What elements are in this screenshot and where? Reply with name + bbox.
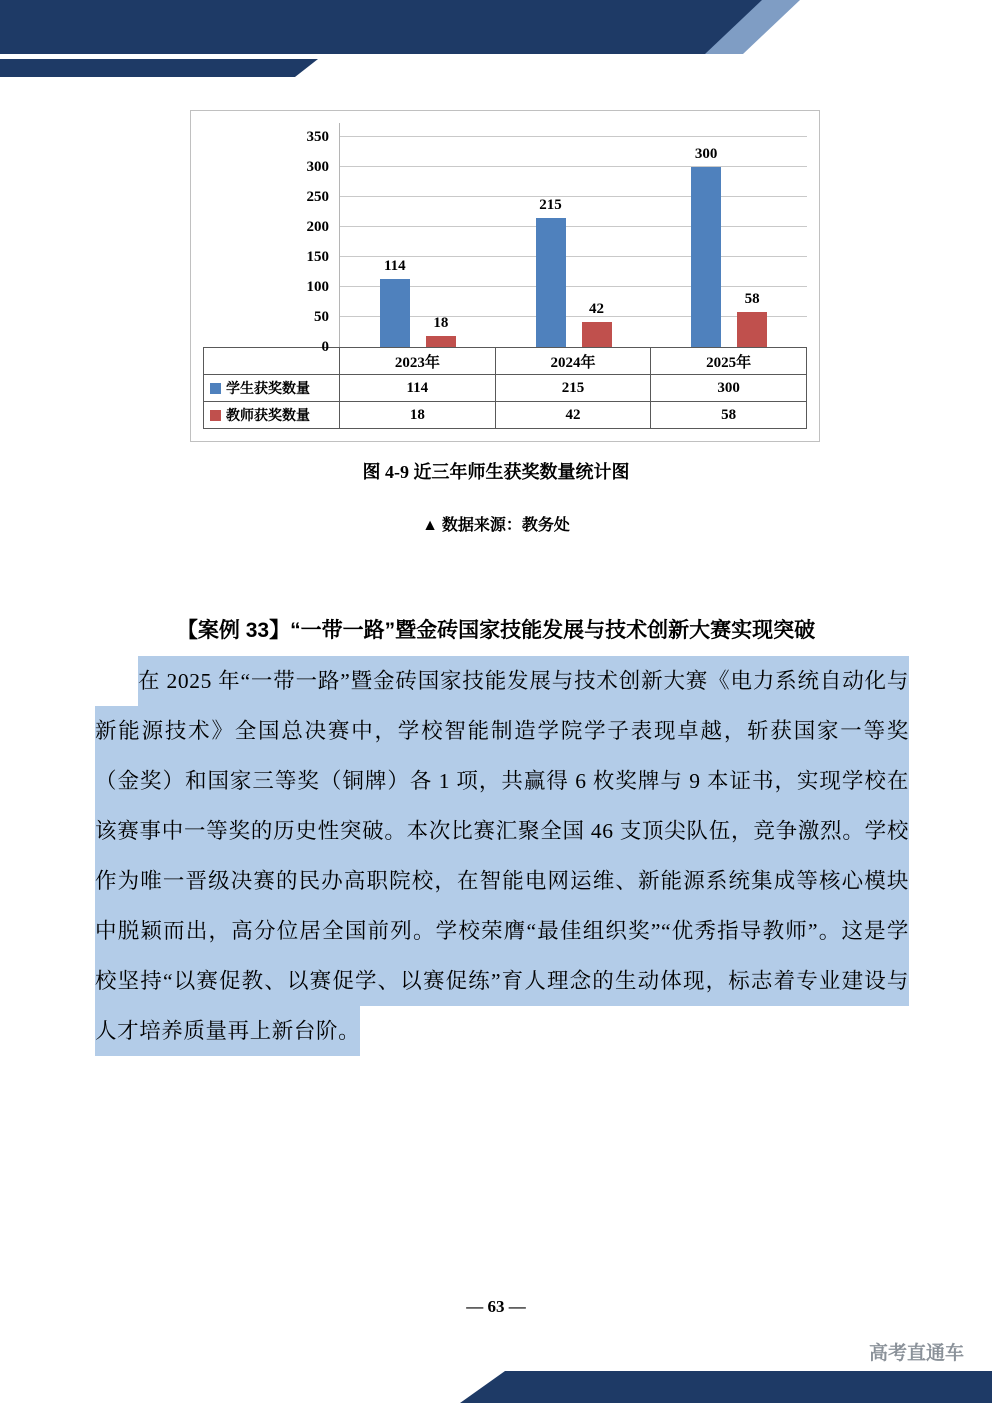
y-axis-tick-label: 350 [306,129,329,145]
table-corner-cell [204,348,340,375]
bar-教师获奖数量-2024年 [582,300,612,347]
case-body-text: 在 2025 年“一带一路”暨金砖国家技能发展与技术创新大赛《电力系统自动化与新能源技术》全国总决赛中，学校智能制造学院学子表现卓越，斩获国家一等奖（金奖）和国家三等奖（铜牌）各 1 项，共赢得 6 枚奖牌与 9 本证书，实现学校在该赛事中一等奖的历史性突破。本次比赛汇聚全国 46 支顶尖队伍，竞争激烈。学校作为唯一晋级决赛的民办高职院校，在智能电网运维、新能源系统集成等核心模块中脱颖而出，高分位居全国前列。学校荣膺“最佳组织奖”“优秀指导教师”。这是学校坚持“以赛促教、以赛促学、以赛促练”育人理念的生动体现，标志着专业建设与人才培养质量再上新台阶。 [95,656,909,1056]
bar-value-label: 215 [539,197,562,213]
bar-value-label: 42 [589,300,604,317]
table-row [204,375,807,402]
top-banner-dark-shape [0,0,770,54]
y-axis-tick-label: 0 [321,339,329,355]
chart-data-table [203,347,807,429]
table-value-cell: 42 [495,402,651,429]
table-value-cell: 18 [340,402,496,429]
bar-教师获奖数量-2025年 [737,291,767,347]
bar-value-label: 114 [383,257,406,274]
awards-bar-chart [190,110,820,442]
y-axis-tick-label: 50 [314,309,329,325]
series-label-cell: 教师获奖数量 [204,402,340,429]
y-axis-tick-label: 150 [306,249,329,265]
table-year-header: 2024年 [495,348,651,375]
bar-教师获奖数量-2023年 [426,315,456,347]
bar-学生获奖数量-2023年 [380,257,410,347]
table-year-header: 2025年 [651,348,807,375]
y-axis-tick-label: 200 [306,219,329,235]
top-banner-strip-shape [0,59,320,77]
table-value-cell: 58 [651,402,807,429]
bar-学生获奖数量-2025年 [691,146,721,347]
y-axis-tick-label: 300 [306,159,329,175]
table-value-cell: 215 [495,375,651,402]
series-label-cell: 学生获奖数量 [204,375,340,402]
case-heading: 【案例 33】“一带一路”暨金砖国家技能发展与技术创新大赛实现突破 [176,619,816,642]
category-group-2025年 [651,146,807,347]
table-value-cell: 300 [651,375,807,402]
plot-area [339,123,807,347]
bar-value-label: 18 [433,315,449,332]
y-axis-tick-label: 100 [306,279,329,295]
y-axis [203,123,339,355]
chart-plot-row [203,123,807,355]
bar-学生获奖数量-2024年 [536,197,566,347]
figure-caption: 图 4-9 近三年师生获奖数量统计图 [362,462,630,482]
data-source-note: ▲ 数据来源：教务处 [422,517,570,534]
legend-swatch-icon [210,410,221,421]
legend-swatch-icon [210,383,221,394]
table-row [204,402,807,429]
gridline [340,136,807,137]
bottom-banner-dark-shape [460,1371,992,1403]
table-year-header: 2023年 [340,348,496,375]
category-group-2024年 [496,197,652,347]
case-body [95,656,909,1056]
y-axis-tick-label: 250 [306,189,329,205]
table-value-cell: 114 [340,375,496,402]
bar-value-label: 58 [744,291,760,308]
watermark-text: 高考直通车 [868,1343,964,1364]
category-group-2023年 [340,257,496,347]
page-number: — 63 — [466,1297,526,1316]
bar-value-label: 300 [694,146,718,162]
